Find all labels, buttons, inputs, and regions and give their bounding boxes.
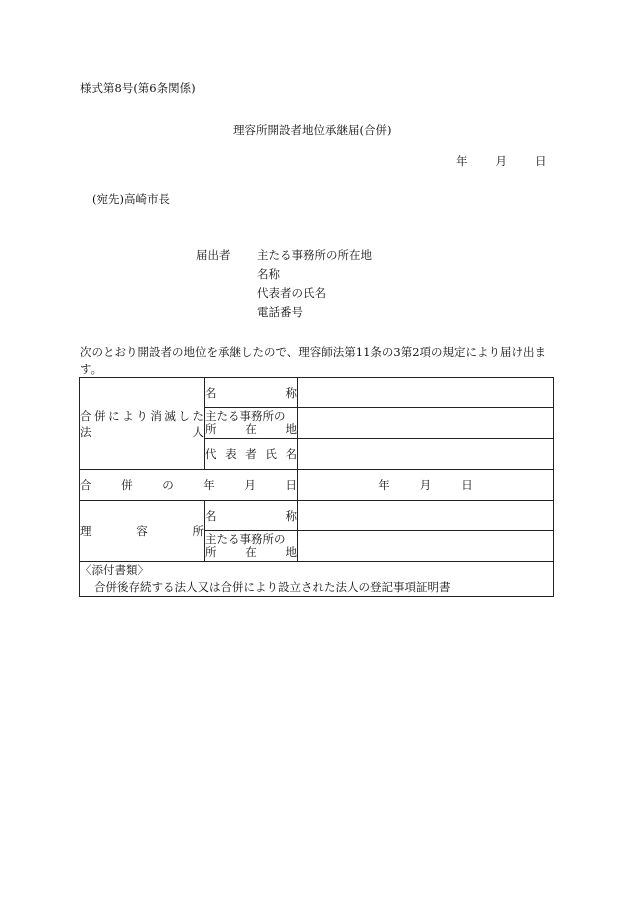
- merger-day-label: 日: [461, 478, 473, 492]
- extinct-representative-value[interactable]: [298, 439, 554, 470]
- date-year-label: 年: [456, 154, 468, 168]
- merger-month-label: 月: [419, 478, 432, 492]
- attachments-cell: [80, 562, 554, 597]
- addressee: (宛先)高崎市長: [92, 192, 170, 206]
- date-day-label: 日: [535, 154, 547, 168]
- notification-table: [79, 377, 554, 597]
- extinct-entity-label-line2: 法 人: [80, 424, 204, 439]
- applicant-field-representative: 代表者の氏名: [257, 286, 326, 300]
- merger-date-label-cell: 合 併 の 年 月 日: [80, 470, 298, 501]
- barbershop-address-value[interactable]: [298, 531, 554, 562]
- barbershop-address-label-line2: 所 在 地: [205, 545, 297, 559]
- applicant-field-address: 主たる事務所の所在地: [257, 248, 372, 262]
- submission-date: [456, 156, 547, 168]
- extinct-address-label-line1: 主たる事務所の: [205, 409, 286, 423]
- extinct-name-value[interactable]: [298, 378, 554, 408]
- statement-text: 次のとおり開設者の地位を承継したので、理容師法第11条の3第2項の規定により届け出ます。: [80, 345, 547, 376]
- extinct-entity-label-line1: 合 併 に よ り 消 滅 し た: [80, 408, 204, 423]
- applicant-field-name: 名称: [257, 267, 280, 281]
- date-month-label: 月: [495, 154, 507, 168]
- merger-year-label: 年: [378, 478, 390, 492]
- barbershop-name-label-cell: 名 称: [205, 501, 298, 531]
- barbershop-address-label-cell: [205, 531, 298, 562]
- document-title: 理容所開設者地位承継届(合併): [233, 123, 392, 137]
- applicant-label: 届出者: [196, 248, 231, 262]
- extinct-name-label-cell: 名 称: [205, 378, 298, 408]
- extinct-entity-header: [80, 378, 205, 470]
- barbershop-address-label-line1: 主たる事務所の: [205, 532, 286, 546]
- extinct-representative-label-cell: 代 表 者 氏 名: [205, 439, 298, 470]
- merger-date-value[interactable]: [298, 470, 554, 501]
- extinct-address-label-cell: [205, 408, 298, 439]
- extinct-address-value[interactable]: [298, 408, 554, 439]
- barbershop-name-value[interactable]: [298, 501, 554, 531]
- attachments-body: 合併後存続する法人又は合併により設立された法人の登記事項証明書: [94, 580, 451, 594]
- applicant-field-phone: 電話番号: [257, 305, 303, 319]
- barbershop-header: 理 容 所: [80, 501, 205, 562]
- form-number: 様式第8号(第6条関係): [80, 81, 196, 95]
- attachments-heading: 〈添付書類〉: [80, 563, 149, 577]
- extinct-address-label-line2: 所 在 地: [205, 422, 297, 436]
